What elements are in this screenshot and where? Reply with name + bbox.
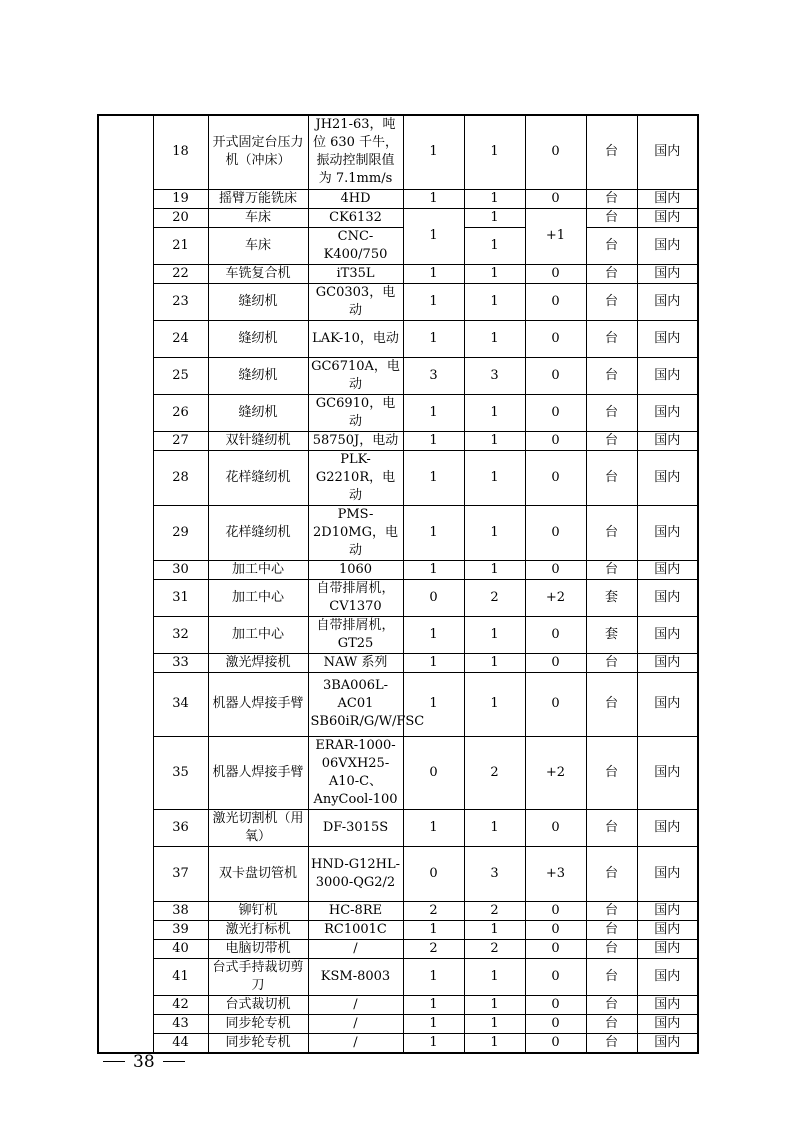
qty-change: 0	[525, 320, 586, 357]
qty-original: 1	[403, 320, 464, 357]
qty-original: 1	[403, 809, 464, 846]
equipment-model: 4HD	[308, 189, 403, 208]
origin: 国内	[637, 995, 698, 1014]
equipment-model: /	[308, 1033, 403, 1053]
row-no: 37	[153, 846, 208, 901]
equipment-model: 3BA006L-AC01 SB60iR/G/W/FSC	[308, 672, 403, 736]
equipment-name: 双针缝纫机	[208, 431, 308, 450]
qty-change: 0	[525, 616, 586, 653]
equipment-name: 机器人焊接手臂	[208, 736, 308, 809]
unit: 台	[586, 264, 637, 283]
unit: 台	[586, 1033, 637, 1053]
origin: 国内	[637, 920, 698, 939]
origin: 国内	[637, 809, 698, 846]
equipment-name: 加工中心	[208, 616, 308, 653]
qty-change: 0	[525, 357, 586, 394]
equipment-model: GC6710A，电动	[308, 357, 403, 394]
equipment-name: 车床	[208, 227, 308, 264]
row-no: 36	[153, 809, 208, 846]
qty-original: 1	[403, 995, 464, 1014]
equipment-name: 摇臂万能铣床	[208, 189, 308, 208]
equipment-name: 双卡盘切管机	[208, 846, 308, 901]
qty-original: 2	[403, 939, 464, 958]
qty-change: 0	[525, 115, 586, 189]
qty-change: +2	[525, 579, 586, 616]
qty-after: 2	[464, 736, 525, 809]
unit: 台	[586, 560, 637, 579]
unit: 台	[586, 115, 637, 189]
qty-change: 0	[525, 995, 586, 1014]
row-no: 34	[153, 672, 208, 736]
equipment-name: 花样缝纫机	[208, 450, 308, 505]
row-no: 19	[153, 189, 208, 208]
unit: 台	[586, 846, 637, 901]
origin: 国内	[637, 616, 698, 653]
page-footer	[0, 1050, 260, 1074]
qty-change: +1	[525, 208, 586, 264]
qty-original: 1	[403, 208, 464, 264]
qty-after: 2	[464, 579, 525, 616]
qty-after: 1	[464, 995, 525, 1014]
equipment-model: /	[308, 1014, 403, 1033]
row-no: 21	[153, 227, 208, 264]
unit: 台	[586, 357, 637, 394]
equipment-model: GC0303，电动	[308, 283, 403, 320]
qty-original: 1	[403, 616, 464, 653]
equipment-model: 自带排屑机，CV1370	[308, 579, 403, 616]
unit: 台	[586, 227, 637, 264]
qty-change: 0	[525, 394, 586, 431]
footer-dash-right	[163, 1061, 185, 1062]
row-no: 26	[153, 394, 208, 431]
qty-original: 1	[403, 560, 464, 579]
row-no: 29	[153, 505, 208, 560]
qty-original: 1	[403, 1014, 464, 1033]
qty-original: 1	[403, 431, 464, 450]
equipment-name: 缝纫机	[208, 283, 308, 320]
row-no: 31	[153, 579, 208, 616]
row-no: 33	[153, 653, 208, 672]
unit: 台	[586, 809, 637, 846]
origin: 国内	[637, 560, 698, 579]
equipment-name: 激光打标机	[208, 920, 308, 939]
row-no: 25	[153, 357, 208, 394]
origin: 国内	[637, 653, 698, 672]
equipment-name: 激光焊接机	[208, 653, 308, 672]
equipment-model: 自带排屑机，GT25	[308, 616, 403, 653]
qty-change: 0	[525, 920, 586, 939]
qty-original: 1	[403, 672, 464, 736]
equipment-model: CK6132	[308, 208, 403, 227]
qty-after: 1	[464, 560, 525, 579]
qty-change: +2	[525, 736, 586, 809]
origin: 国内	[637, 264, 698, 283]
equipment-name: 同步轮专机	[208, 1033, 308, 1053]
origin: 国内	[637, 672, 698, 736]
equipment-model: CNC-K400/750	[308, 227, 403, 264]
row-no: 32	[153, 616, 208, 653]
qty-original: 1	[403, 920, 464, 939]
origin: 国内	[637, 227, 698, 264]
unit: 台	[586, 939, 637, 958]
unit: 台	[586, 672, 637, 736]
unit: 台	[586, 1014, 637, 1033]
row-no: 35	[153, 736, 208, 809]
qty-original: 1	[403, 450, 464, 505]
row-no: 38	[153, 901, 208, 920]
qty-change: 0	[525, 1014, 586, 1033]
equipment-model: HC-8RE	[308, 901, 403, 920]
origin: 国内	[637, 736, 698, 809]
row-no: 23	[153, 283, 208, 320]
qty-after: 1	[464, 283, 525, 320]
qty-change: 0	[525, 450, 586, 505]
equipment-model: JH21-63，吨位 630 千牛，振动控制限值为 7.1mm/s	[308, 115, 403, 189]
qty-original: 3	[403, 357, 464, 394]
equipment-name: 缝纫机	[208, 357, 308, 394]
qty-original: 1	[403, 264, 464, 283]
origin: 国内	[637, 846, 698, 901]
unit: 台	[586, 394, 637, 431]
qty-change: 0	[525, 1033, 586, 1053]
equipment-name: 加工中心	[208, 579, 308, 616]
unit: 套	[586, 579, 637, 616]
equipment-name: 缝纫机	[208, 394, 308, 431]
qty-original: 1	[403, 653, 464, 672]
qty-after: 1	[464, 653, 525, 672]
qty-change: +3	[525, 846, 586, 901]
qty-change: 0	[525, 264, 586, 283]
qty-original: 1	[403, 394, 464, 431]
equipment-model: LAK-10，电动	[308, 320, 403, 357]
row-no: 18	[153, 115, 208, 189]
qty-after: 1	[464, 920, 525, 939]
row-no: 43	[153, 1014, 208, 1033]
equipment-model: RC1001C	[308, 920, 403, 939]
qty-change: 0	[525, 189, 586, 208]
equipment-table	[97, 114, 699, 1054]
origin: 国内	[637, 958, 698, 995]
equipment-name: 电脑切带机	[208, 939, 308, 958]
row-no: 27	[153, 431, 208, 450]
equipment-name: 台式裁切机	[208, 995, 308, 1014]
equipment-model: PMS-2D10MG，电动	[308, 505, 403, 560]
qty-original: 1	[403, 115, 464, 189]
qty-after: 1	[464, 809, 525, 846]
qty-original: 0	[403, 736, 464, 809]
qty-change: 0	[525, 560, 586, 579]
row-no: 30	[153, 560, 208, 579]
equipment-model: 1060	[308, 560, 403, 579]
qty-after: 1	[464, 616, 525, 653]
unit: 台	[586, 995, 637, 1014]
qty-after: 1	[464, 505, 525, 560]
unit: 台	[586, 736, 637, 809]
qty-after: 1	[464, 208, 525, 227]
qty-original: 2	[403, 901, 464, 920]
equipment-model: /	[308, 995, 403, 1014]
origin: 国内	[637, 431, 698, 450]
equipment-name: 铆钉机	[208, 901, 308, 920]
equipment-model: HND-G12HL-3000-QG2/2	[308, 846, 403, 901]
qty-change: 0	[525, 939, 586, 958]
qty-original: 1	[403, 958, 464, 995]
unit: 台	[586, 901, 637, 920]
qty-change: 0	[525, 901, 586, 920]
unit: 台	[586, 320, 637, 357]
origin: 国内	[637, 115, 698, 189]
qty-after: 1	[464, 394, 525, 431]
row-no: 20	[153, 208, 208, 227]
origin: 国内	[637, 283, 698, 320]
row-no: 24	[153, 320, 208, 357]
qty-original: 1	[403, 1033, 464, 1053]
row-no: 28	[153, 450, 208, 505]
qty-after: 1	[464, 264, 525, 283]
equipment-model: /	[308, 939, 403, 958]
equipment-model: iT35L	[308, 264, 403, 283]
footer-dash-left	[103, 1061, 125, 1062]
equipment-name: 开式固定台压力机（冲床）	[208, 115, 308, 189]
equipment-model: ERAR-1000-06VXH25-A10-C、AnyCool-100	[308, 736, 403, 809]
qty-original: 1	[403, 189, 464, 208]
origin: 国内	[637, 394, 698, 431]
unit: 台	[586, 208, 637, 227]
origin: 国内	[637, 579, 698, 616]
qty-change: 0	[525, 505, 586, 560]
equipment-name: 车铣复合机	[208, 264, 308, 283]
merged-category-cell	[98, 115, 153, 1053]
row-no: 40	[153, 939, 208, 958]
qty-after: 3	[464, 357, 525, 394]
equipment-name: 机器人焊接手臂	[208, 672, 308, 736]
unit: 套	[586, 616, 637, 653]
unit: 台	[586, 958, 637, 995]
unit: 台	[586, 283, 637, 320]
equipment-model: NAW 系列	[308, 653, 403, 672]
unit: 台	[586, 653, 637, 672]
equipment-model: KSM-8003	[308, 958, 403, 995]
origin: 国内	[637, 1033, 698, 1053]
qty-after: 1	[464, 320, 525, 357]
equipment-model: PLK-G2210R，电动	[308, 450, 403, 505]
qty-change: 0	[525, 653, 586, 672]
qty-after: 1	[464, 227, 525, 264]
qty-after: 1	[464, 958, 525, 995]
origin: 国内	[637, 320, 698, 357]
qty-change: 0	[525, 672, 586, 736]
qty-change: 0	[525, 958, 586, 995]
qty-change: 0	[525, 283, 586, 320]
row-no: 41	[153, 958, 208, 995]
qty-after: 1	[464, 189, 525, 208]
equipment-name: 缝纫机	[208, 320, 308, 357]
unit: 台	[586, 920, 637, 939]
equipment-name: 台式手持裁切剪刀	[208, 958, 308, 995]
qty-after: 2	[464, 939, 525, 958]
equipment-model: GC6910，电动	[308, 394, 403, 431]
origin: 国内	[637, 450, 698, 505]
origin: 国内	[637, 1014, 698, 1033]
qty-after: 1	[464, 1033, 525, 1053]
unit: 台	[586, 431, 637, 450]
equipment-name: 激光切割机（用氧）	[208, 809, 308, 846]
equipment-name: 花样缝纫机	[208, 505, 308, 560]
equipment-name: 加工中心	[208, 560, 308, 579]
unit: 台	[586, 505, 637, 560]
row-no: 22	[153, 264, 208, 283]
origin: 国内	[637, 189, 698, 208]
qty-after: 2	[464, 901, 525, 920]
equipment-name: 车床	[208, 208, 308, 227]
equipment-model: 58750J，电动	[308, 431, 403, 450]
unit: 台	[586, 450, 637, 505]
unit: 台	[586, 189, 637, 208]
qty-after: 1	[464, 672, 525, 736]
origin: 国内	[637, 505, 698, 560]
row-no: 42	[153, 995, 208, 1014]
qty-original: 0	[403, 846, 464, 901]
qty-after: 1	[464, 115, 525, 189]
qty-after: 3	[464, 846, 525, 901]
qty-original: 1	[403, 505, 464, 560]
qty-original: 0	[403, 579, 464, 616]
equipment-name: 同步轮专机	[208, 1014, 308, 1033]
equipment-model: DF-3015S	[308, 809, 403, 846]
qty-original: 1	[403, 283, 464, 320]
qty-after: 1	[464, 431, 525, 450]
origin: 国内	[637, 208, 698, 227]
qty-change: 0	[525, 431, 586, 450]
qty-change: 0	[525, 809, 586, 846]
origin: 国内	[637, 901, 698, 920]
qty-after: 1	[464, 1014, 525, 1033]
origin: 国内	[637, 357, 698, 394]
row-no: 44	[153, 1033, 208, 1053]
origin: 国内	[637, 939, 698, 958]
row-no: 39	[153, 920, 208, 939]
qty-after: 1	[464, 450, 525, 505]
page-number: 38	[133, 1052, 155, 1072]
